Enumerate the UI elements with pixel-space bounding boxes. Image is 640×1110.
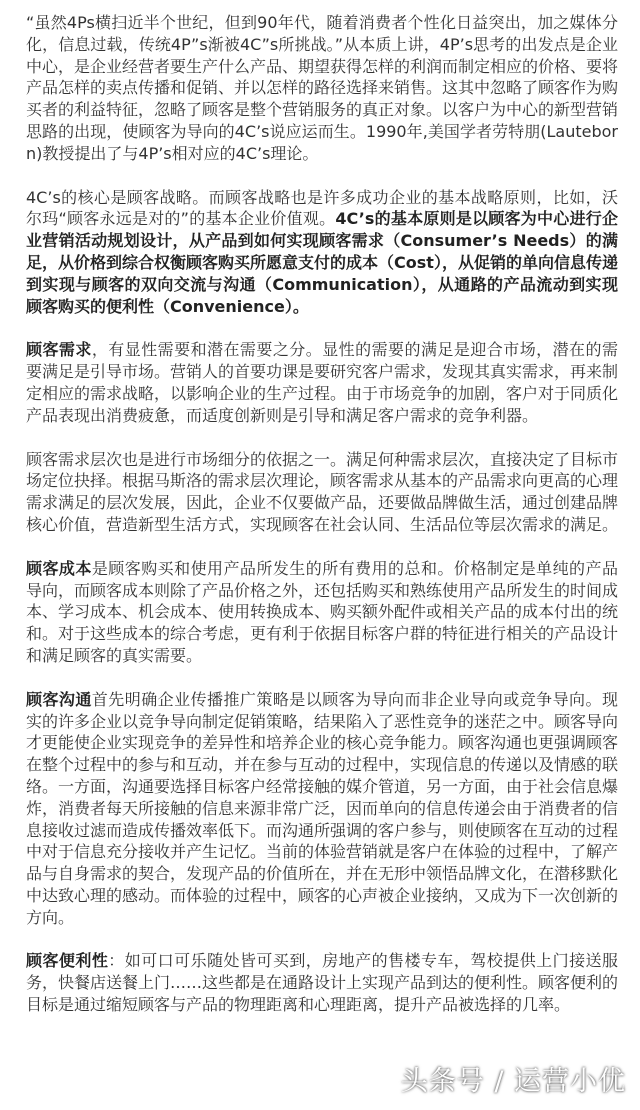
paragraph-customer-cost <box>26 558 618 667</box>
paragraph-text: ：如可口可乐随处皆可买到，房地产的售楼专车，驾校提供上门接送服务，快餐店送餐上门……这些都是在通路设计上实现产品到达的便利性。顾客便利的目标是通过缩短顾客与产品的物理距离和心理距离，提升产品被选择的几率。 <box>26 951 619 1015</box>
paragraph-4c-core <box>26 187 618 318</box>
paragraph-text: 顾客需求层次也是进行市场细分的依据之一。满足何种需求层次，直接决定了目标市场定位抉择。根据马斯洛的需求层次理论，顾客需求从基本的产品需求向更高的心理需求满足的层次发展，因此，企业不仅要做产品，还要做品牌做生活，通过创建品牌核心价值，营造新型生活方式，实现顾客在社会认同、生活品位等层次需求的满足。 <box>26 449 619 534</box>
article-body <box>26 12 618 1016</box>
paragraph-customer-needs <box>26 339 618 426</box>
paragraph-intro <box>26 12 618 165</box>
paragraph-text: 是顾客购买和使用产品所发生的所有费用的总和。价格制定是单纯的产品导向，而顾客成本则除了产品价格之外，还包括购买和熟练使用产品所发生的时间成本、学习成本、机会成本、使用转换成本、购买额外配件或相关产品的成本付出的统和。对于这些成本的综合考虑，更有利于依据目标客户群的特征进行相关的产品设计和满足顾客的真实需要。 <box>26 558 619 665</box>
paragraph-text: ，有显性需要和潜在需要之分。显性的需要的满足是迎合市场，潜在的需要满足是引导市场。营销人的首要功课是要研究客户需求，发现其真实需求，再来制定相应的需求战略，以影响企业的生产过程。由于市场竞争的加剧，客户对于同质化产品表现出消费疲惫，而适度创新则是引导和满足客户需求的竞争利器。 <box>26 340 619 425</box>
paragraph-needs-hierarchy <box>26 449 618 536</box>
section-heading-customer-needs: 顾客需求 <box>26 340 92 360</box>
bold-principle-text: 4C’s的基本原则是以顾客为中心进行企业营销活动规划设计，从产品到如何实现顾客需求（Consumer’s Needs）的满足，从价格到综合权衡顾客购买所愿意支付的成本（Cost），从促销的单向信息传递到实现与顾客的双向交流与沟通（Communication），从通路的产品流动到实现顾客购买的便利性（Convenience）。 <box>26 209 618 316</box>
section-heading-customer-communication: 顾客沟通 <box>26 689 92 709</box>
paragraph-customer-convenience <box>26 950 618 1015</box>
paragraph-text: 4C’s的核心是顾客战略。而顾客战略也是许多成功企业的基本战略原则，比如，沃尔玛“顾客永远是对的”的基本企业价值观。 <box>26 187 618 229</box>
paragraph-text: 首先明确企业传播推广策略是以顾客为导向而非企业导向或竞争导向。现实的许多企业以竞争导向制定促销策略，结果陷入了恶性竞争的迷茫之中。顾客导向才更能使企业实现竞争的差异性和培养企业的核心竞争能力。顾客沟通也更强调顾客在整个过程中的参与和互动，并在参与互动的过程中，实现信息的传递以及情感的联络。一方面，沟通要选择目标客户经常接触的媒介管道，另一方面，由于社会信息爆炸，消费者每天所接触的信息来源非常广泛，因而单向的信息传递会由于消费者的信息接收过滤而造成传播效率低下。而沟通所强调的客户参与，则使顾客在互动的过程中对于信息充分接收并产生记忆。当前的体验营销就是客户在体验的过程中，了解产品与自身需求的契合，发现产品的价值所在，并在无形中领悟品牌文化，在潜移默化中达致心理的感动。而体验的过程中，顾客的心声被企业接纳，又成为下一次创新的方向。 <box>26 689 619 927</box>
paragraph-text: “虽然4Ps横扫近半个世纪，但到90年代，随着消费者个性化日益突出，加之媒体分化，信息过载，传统4P”s渐被4C”s所挑战。”从本质上讲，4P’s思考的出发点是企业中心，是企业经营者要生产什么产品、期望获得怎样的利润而制定相应的价格、要将产品怎样的卖点传播和促销、并以怎样的路径选择来销售。这其中忽略了顾客作为购买者的利益特征，忽略了顾客是整个营销服务的真正对象。以客户为中心的新型营销思路的出现，使顾客为导向的4C’s说应运而生。1990年,美国学者劳特朋(Lauteborn)教授提出了与4P’s相对应的4C’s理论。 <box>26 13 619 163</box>
watermark-text: 头条号 / 运营小优 <box>400 1066 626 1097</box>
section-heading-customer-cost: 顾客成本 <box>26 558 92 578</box>
section-heading-customer-convenience: 顾客便利性 <box>26 951 109 971</box>
paragraph-customer-communication <box>26 689 618 929</box>
